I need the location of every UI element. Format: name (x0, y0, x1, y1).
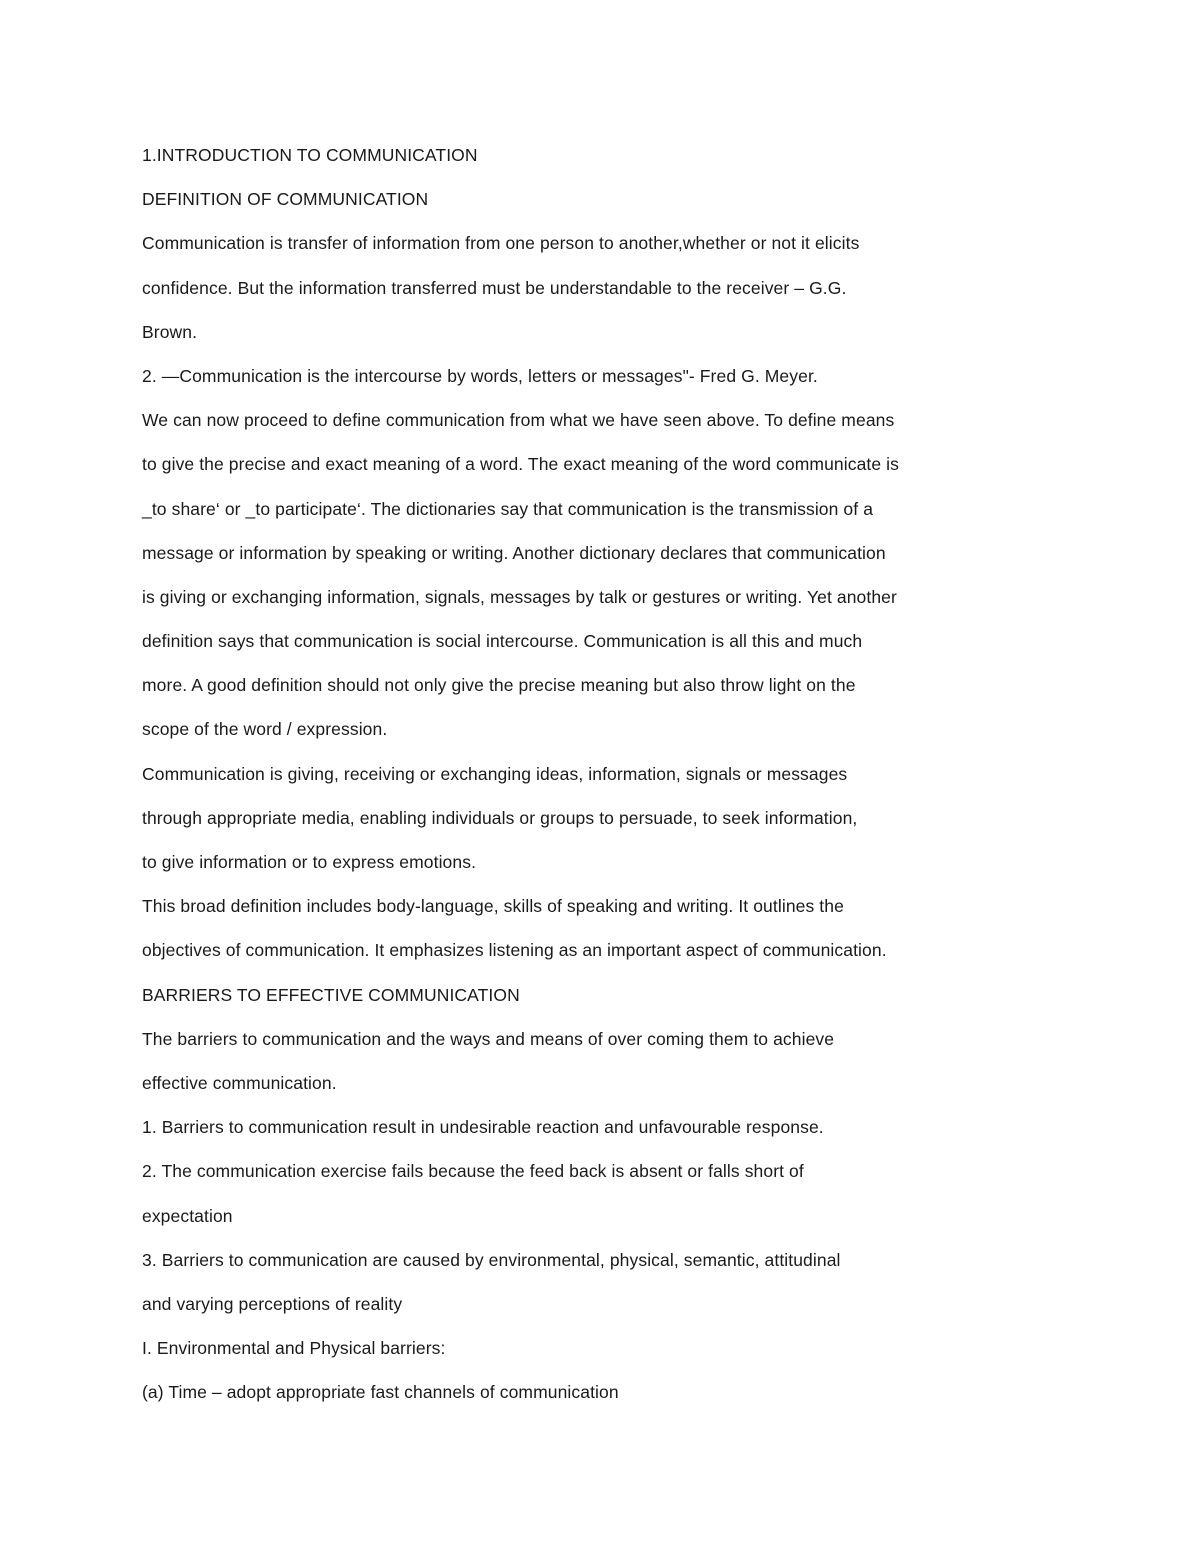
paragraph-line: is giving or exchanging information, signals, messages by talk or gestures or writing. Yet another (142, 586, 897, 607)
paragraph-line: scope of the word / expression. (142, 719, 388, 740)
paragraph-line: objectives of communication. It emphasizes listening as an important aspect of communication. (142, 940, 887, 961)
paragraph-line: definition says that communication is social intercourse. Communication is all this and much (142, 631, 863, 652)
document-body (142, 133, 1042, 1414)
list-item: 1. Barriers to communication result in undesirable reaction and unfavourable response. (142, 1117, 824, 1138)
subsection-heading: I. Environmental and Physical barriers: (142, 1338, 446, 1359)
paragraph-line: We can now proceed to define communication from what we have seen above. To define means (142, 410, 895, 431)
list-item: expectation (142, 1205, 233, 1226)
paragraph-line: confidence. But the information transferred must be understandable to the receiver – G.G. (142, 277, 847, 298)
list-item: and varying perceptions of reality (142, 1293, 403, 1314)
list-item: 3. Barriers to communication are caused by environmental, physical, semantic, attitudinal (142, 1249, 841, 1270)
paragraph-line: message or information by speaking or writing. Another dictionary declares that communication (142, 542, 886, 563)
paragraph-line: _to share‘ or _to participate‘. The dictionaries say that communication is the transmission of a (142, 498, 874, 519)
paragraph-line: through appropriate media, enabling individuals or groups to persuade, to seek information, (142, 807, 858, 828)
list-item: (a) Time – adopt appropriate fast channels of communication (142, 1382, 619, 1403)
paragraph-line: to give information or to express emotions. (142, 852, 477, 872)
list-item: 2. The communication exercise fails because the feed back is absent or falls short of (142, 1161, 804, 1182)
paragraph-line: more. A good definition should not only give the precise meaning but also throw light on the (142, 675, 856, 696)
paragraph-line: 2. ―Communication is the intercourse by words, letters or messages"- Fred G. Meyer. (142, 365, 818, 386)
paragraph-line: Communication is giving, receiving or exchanging ideas, information, signals or messages (142, 763, 848, 784)
paragraph-line: Communication is transfer of information from one person to another,whether or not it elicits (142, 233, 860, 254)
paragraph-line: effective communication. (142, 1072, 337, 1093)
section-heading: BARRIERS TO EFFECTIVE COMMUNICATION (142, 984, 520, 1005)
paragraph-line: Brown. (142, 321, 198, 342)
paragraph-line: to give the precise and exact meaning of a word. The exact meaning of the word communicate is (142, 454, 900, 475)
section-heading: 1.INTRODUCTION TO COMMUNICATION (142, 145, 478, 165)
paragraph-line: The barriers to communication and the ways and means of over coming them to achieve (142, 1028, 835, 1049)
subsection-heading: DEFINITION OF COMMUNICATION (142, 189, 429, 210)
paragraph-line: This broad definition includes body-language, skills of speaking and writing. It outlines the (142, 896, 844, 917)
